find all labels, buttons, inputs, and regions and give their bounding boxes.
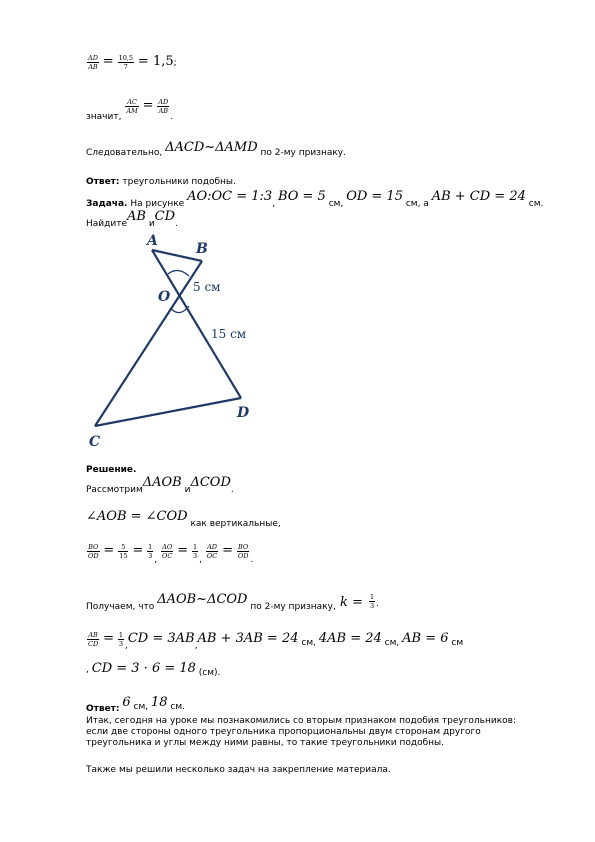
- segment-ab: [152, 250, 202, 261]
- vertical-angles-line: ∠AOB = ∠COD как вертикальные,: [86, 509, 281, 529]
- label-c: C: [89, 434, 101, 450]
- cd-computation-line: , CD = 3 · 6 = 18 (см).: [86, 661, 221, 678]
- summary-line-4: Также мы решили несколько задач на закрепление материала.: [86, 765, 391, 775]
- consider-line: РассмотримΔAOB иΔCOD.: [86, 475, 234, 495]
- label-od-length: 15 см: [211, 327, 247, 341]
- equals-sign: =: [102, 54, 114, 69]
- text-means: значит,: [86, 112, 122, 122]
- segment-ad: [152, 250, 241, 398]
- equation-line-2: значит, $\frac{AC}{AM}$ = $\frac{AD}{AB}$ .: [86, 98, 174, 122]
- summary-line-3: треугольника и углы между ними равны, то такие треугольники подобны.: [86, 738, 445, 748]
- fraction-ac-am: $\frac{AC}{AM}$: [126, 98, 138, 115]
- similarity-result-line: Получаем, что ΔAOB~ΔCOD по 2-му признаку,: [86, 592, 336, 612]
- similarity-acd-amd: ΔACD~ΔAMD: [165, 140, 258, 155]
- label-a: A: [147, 233, 158, 249]
- angle-arc-top: [168, 270, 189, 276]
- find-line: НайдитеAB иCD.: [86, 209, 178, 229]
- segment-bc: [95, 261, 202, 426]
- solution-heading: Решение.: [86, 465, 137, 475]
- label-o: O: [158, 289, 171, 305]
- label-bo-length: 5 см: [193, 280, 221, 294]
- conclusion-line: Следовательно, ΔACD~ΔAMD по 2-му признаку.: [86, 140, 346, 158]
- fraction-10-5-over-7: $\frac{10,5}{7}$: [118, 54, 134, 71]
- ratio-line: $\frac{BO}{OD}$ = $\frac{5}{15}$ = $\frac{1}{3}$ , $\frac{AO}{OC}$ = $\frac{1}{3}$ , $\frac{AD}{OC}$ = $\frac{BO}{OD}$ .: [88, 543, 254, 565]
- answer-2: Ответ: 6 см, 18 см.: [86, 695, 186, 714]
- fraction-ad-ab-2: $\frac{AD}{AB}$: [158, 98, 169, 115]
- fraction-ad-ab: $\frac{AD}{AB}$: [88, 54, 98, 71]
- result-value: = 1,5: [137, 54, 174, 69]
- label-d: D: [237, 405, 250, 421]
- answer-1: Ответ: треугольники подобны.: [86, 177, 236, 187]
- triangle-figure: [80, 228, 270, 458]
- computation-line: $\frac{AB}{CD}$ = $\frac{1}{3}$ ,CD = 3AB,AB + 3AB = 24 см, 4AB = 24 см, AB = 6 см: [88, 631, 464, 651]
- label-b: B: [196, 241, 208, 257]
- coefficient-k: k = $\frac{1}{3}$ .: [340, 593, 380, 610]
- summary-line-1: Итак, сегодня на уроке мы познакомились со вторым признаком подобия треугольников:: [86, 716, 516, 726]
- task-statement: Задача. На рисунке AO:OC = 1:3, BO = 5 см, OD = 15 см, а AB + CD = 24 см.: [86, 189, 544, 209]
- summary-line-2: если две стороны одного треугольника пропорциональны двум сторонам другого: [86, 727, 481, 737]
- equation-line-1: $\frac{AD}{AB}$ = $\frac{10,5}{7}$ = 1,5;: [88, 54, 177, 71]
- segment-cd: [95, 398, 241, 426]
